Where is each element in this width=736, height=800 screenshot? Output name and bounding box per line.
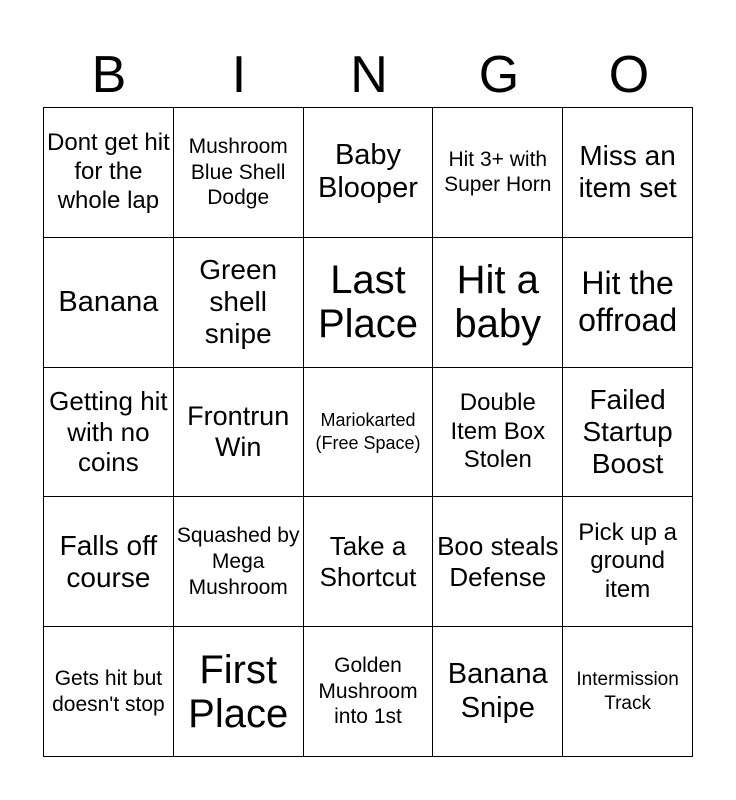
- bingo-cell[interactable]: [304, 627, 434, 757]
- bingo-cell[interactable]: [563, 497, 693, 627]
- cell-text: Pick up a ground item: [578, 518, 677, 604]
- header-letter-n: N: [350, 46, 388, 104]
- cell-text: Double Item Box Stolen: [450, 388, 546, 474]
- bingo-cell[interactable]: [44, 108, 174, 238]
- bingo-cell[interactable]: [174, 627, 304, 757]
- bingo-cell[interactable]: [563, 368, 693, 498]
- header-letter-b: B: [91, 46, 127, 104]
- free-space-text: Mariokarted (Free Space): [315, 409, 421, 453]
- bingo-cell[interactable]: [563, 627, 693, 757]
- cell-text: Mushroom Blue Shell Dodge: [188, 134, 288, 210]
- cell-text: Hit a baby: [454, 258, 542, 347]
- bingo-cell[interactable]: [433, 108, 563, 238]
- cell-text: Baby Blooper: [318, 139, 418, 205]
- bingo-cell[interactable]: [304, 368, 434, 498]
- bingo-cell[interactable]: [174, 368, 304, 498]
- cell-text: Dont get hit for the whole lap: [47, 129, 170, 214]
- bingo-cell[interactable]: [433, 627, 563, 757]
- bingo-header: [44, 42, 694, 108]
- bingo-cell[interactable]: [563, 238, 693, 368]
- bingo-cell[interactable]: [174, 497, 304, 627]
- bingo-cell[interactable]: [304, 108, 434, 238]
- bingo-cell[interactable]: [174, 108, 304, 238]
- cell-text: Miss an item set: [578, 140, 677, 204]
- cell-text: Failed Startup Boost: [582, 383, 673, 480]
- header-letter-g: G: [478, 46, 520, 104]
- bingo-cell[interactable]: [44, 497, 174, 627]
- bingo-cell[interactable]: [433, 497, 563, 627]
- cell-text: Squashed by Mega Mushroom: [176, 524, 300, 599]
- cell-text: Banana Snipe: [447, 658, 548, 724]
- header-letter-o: O: [608, 46, 650, 104]
- cell-text: Green shell snipe: [199, 253, 278, 350]
- bingo-cell[interactable]: [44, 238, 174, 368]
- cell-text: Boo steals Defense: [437, 531, 559, 592]
- cell-text: Take a Shortcut: [319, 531, 417, 592]
- bingo-cell[interactable]: [563, 108, 693, 238]
- cell-text: Falls off course: [59, 529, 158, 593]
- bingo-cell[interactable]: [44, 627, 174, 757]
- cell-text: Hit the offroad: [578, 265, 678, 339]
- bingo-card-grid: [43, 107, 693, 757]
- bingo-cell[interactable]: [433, 368, 563, 498]
- cell-text: Getting hit with no coins: [49, 385, 168, 478]
- cell-text: Hit 3+ with Super Horn: [444, 147, 552, 197]
- bingo-cell[interactable]: [44, 368, 174, 498]
- cell-text: Frontrun Win: [187, 400, 290, 462]
- cell-text: First Place: [188, 647, 289, 736]
- cell-text: Intermission Track: [576, 668, 679, 714]
- cell-text: Last Place: [317, 258, 419, 347]
- bingo-cell[interactable]: [304, 238, 434, 368]
- bingo-cell[interactable]: [433, 238, 563, 368]
- header-letter-i: I: [231, 46, 247, 104]
- cell-text: Gets hit but doesn't stop: [52, 666, 165, 716]
- cell-text: Golden Mushroom into 1st: [318, 654, 418, 729]
- bingo-cell[interactable]: [304, 497, 434, 627]
- cell-text: Banana: [58, 285, 159, 318]
- bingo-cell[interactable]: [174, 238, 304, 368]
